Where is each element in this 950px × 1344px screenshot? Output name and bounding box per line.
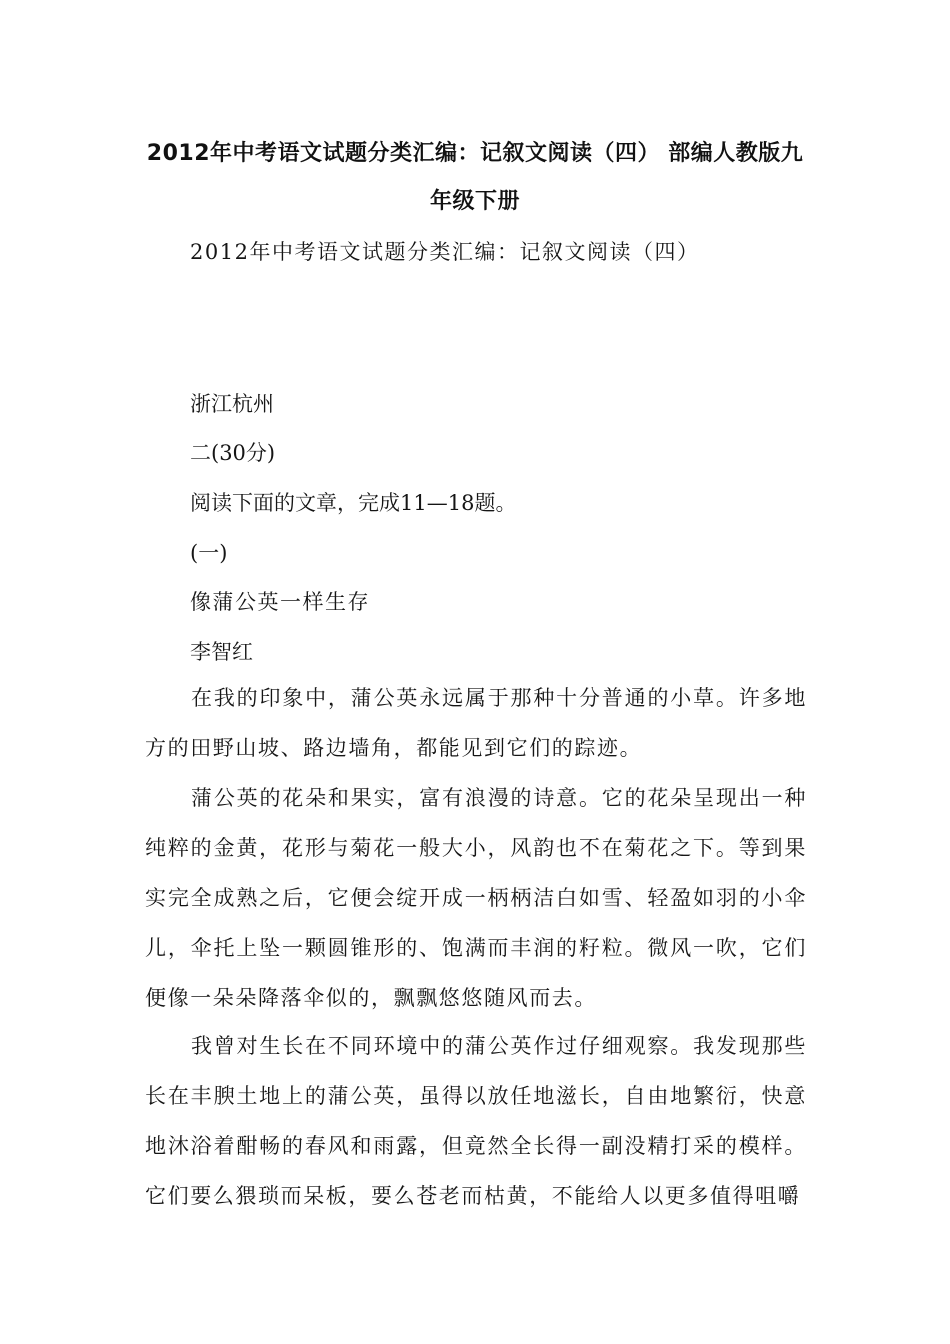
article-title: 像蒲公英一样生存 xyxy=(190,590,370,614)
part-label: (一) xyxy=(190,541,228,565)
instruction-text: 阅读下面的文章，完成11—18题。 xyxy=(190,491,517,515)
article-author: 李智红 xyxy=(190,640,253,664)
document-title xyxy=(140,130,810,226)
paragraph: 蒲公英的花朵和果实，富有浪漫的诗意。它的花朵呈现出一种纯粹的金黄，花形与菊花一般大小，风韵也不在菊花之下。等到果实完全成熟之后，它便会绽开成一柄柄洁白如雪、轻盈如羽的小伞儿，伞托上坠一颗圆锥形的、饱满而丰润的籽粒。微风一吹，它们便像一朵朵降落伞似的，飘飘悠悠随风而去。 xyxy=(145,786,807,1010)
title-line-1: 2012年中考语文试题分类汇编：记叙文阅读（四） 部编人教版九 xyxy=(146,141,804,166)
region-label: 浙江杭州 xyxy=(190,392,274,416)
paragraph: 在我的印象中，蒲公英永远属于那种十分普通的小草。许多地方的田野山坡、路边墙角，都能见到它们的踪迹。 xyxy=(145,686,807,760)
subtitle: 2012年中考语文试题分类汇编：记叙文阅读（四） xyxy=(190,240,700,264)
section-label: 二(30分) xyxy=(190,441,276,465)
paragraph: 我曾对生长在不同环境中的蒲公英作过仔细观察。我发现那些长在丰腴土地上的蒲公英，虽得以放任地滋长，自由地繁衍，快意地沐浴着酣畅的春风和雨露，但竟然全长得一副没精打采的模样。它们要么猥琐而呆板，要么苍老而枯黄，不能给人以更多值得咀嚼 xyxy=(145,1034,807,1208)
title-line-2: 年级下册 xyxy=(429,189,520,214)
